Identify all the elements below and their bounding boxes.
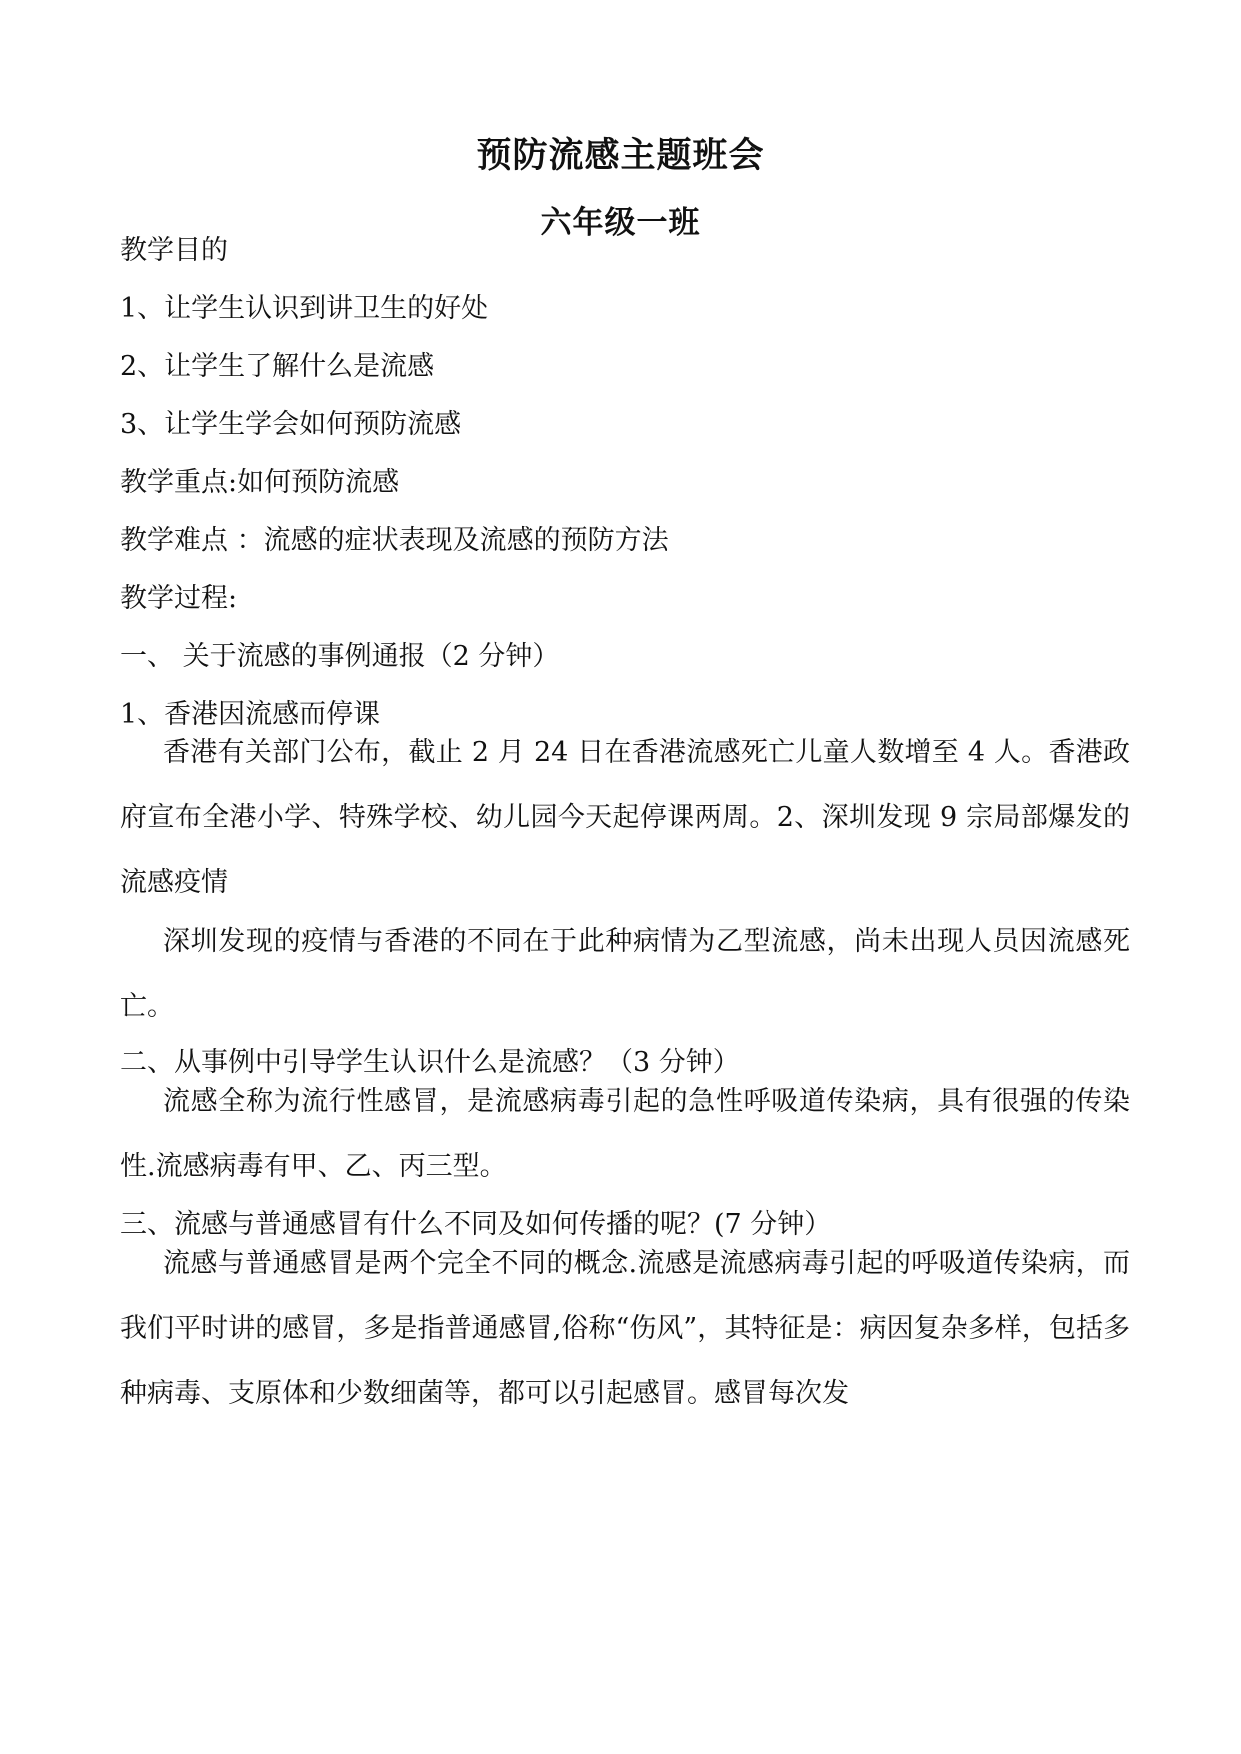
objective-item: 2、让学生了解什么是流感	[120, 351, 435, 382]
objective-item: 1、让学生认识到讲卫生的好处	[120, 293, 489, 324]
page-title: 预防流感主题班会	[476, 136, 765, 176]
paragraph-hong-kong: 香港有关部门公布，截止 2 月 24 日在香港流感死亡儿童人数增至 4 人。香港政府宣布全港小学、特殊学校、幼儿园今天起停课两周。2、深圳发现 9 宗局部爆发的流感疫情	[120, 737, 1130, 898]
objectives-heading: 教学目的	[120, 235, 228, 266]
paragraph-definition: 流感全称为流行性感冒，是流感病毒引起的急性呼吸道传染病，具有很强的传染性.流感病毒有甲、乙、丙三型。	[120, 1086, 1130, 1182]
case-heading: 1、香港因流感而停课	[120, 699, 381, 730]
paragraph-difference: 流感与普通感冒是两个完全不同的概念.流感是流感病毒引起的呼吸道传染病，而我们平时讲的感冒，多是指普通感冒,俗称“伤风”，其特征是：病因复杂多样，包括多种病毒、支原体和少数细菌等，都可以引起感冒。感冒每次发	[120, 1248, 1130, 1409]
objective-item: 3、让学生学会如何预防流感	[120, 409, 462, 440]
page-subtitle: 六年级一班	[540, 205, 701, 241]
process-heading: 教学过程:	[120, 583, 238, 614]
key-point-line: 教学重点:如何预防流感	[120, 467, 400, 498]
difficulty-line: 教学难点 ：流感的症状表现及流感的预防方法	[120, 525, 669, 556]
paragraph-shenzhen: 深圳发现的疫情与香港的不同在于此种病情为乙型流感，尚未出现人员因流感死亡。	[120, 926, 1130, 1022]
section-heading: 三、流感与普通感冒有什么不同及如何传播的呢？(7 分钟）	[120, 1209, 832, 1240]
section-heading: 一、 关于流感的事例通报（2 分钟）	[120, 641, 560, 672]
section-heading: 二、从事例中引导学生认识什么是流感？（3 分钟）	[120, 1047, 740, 1078]
